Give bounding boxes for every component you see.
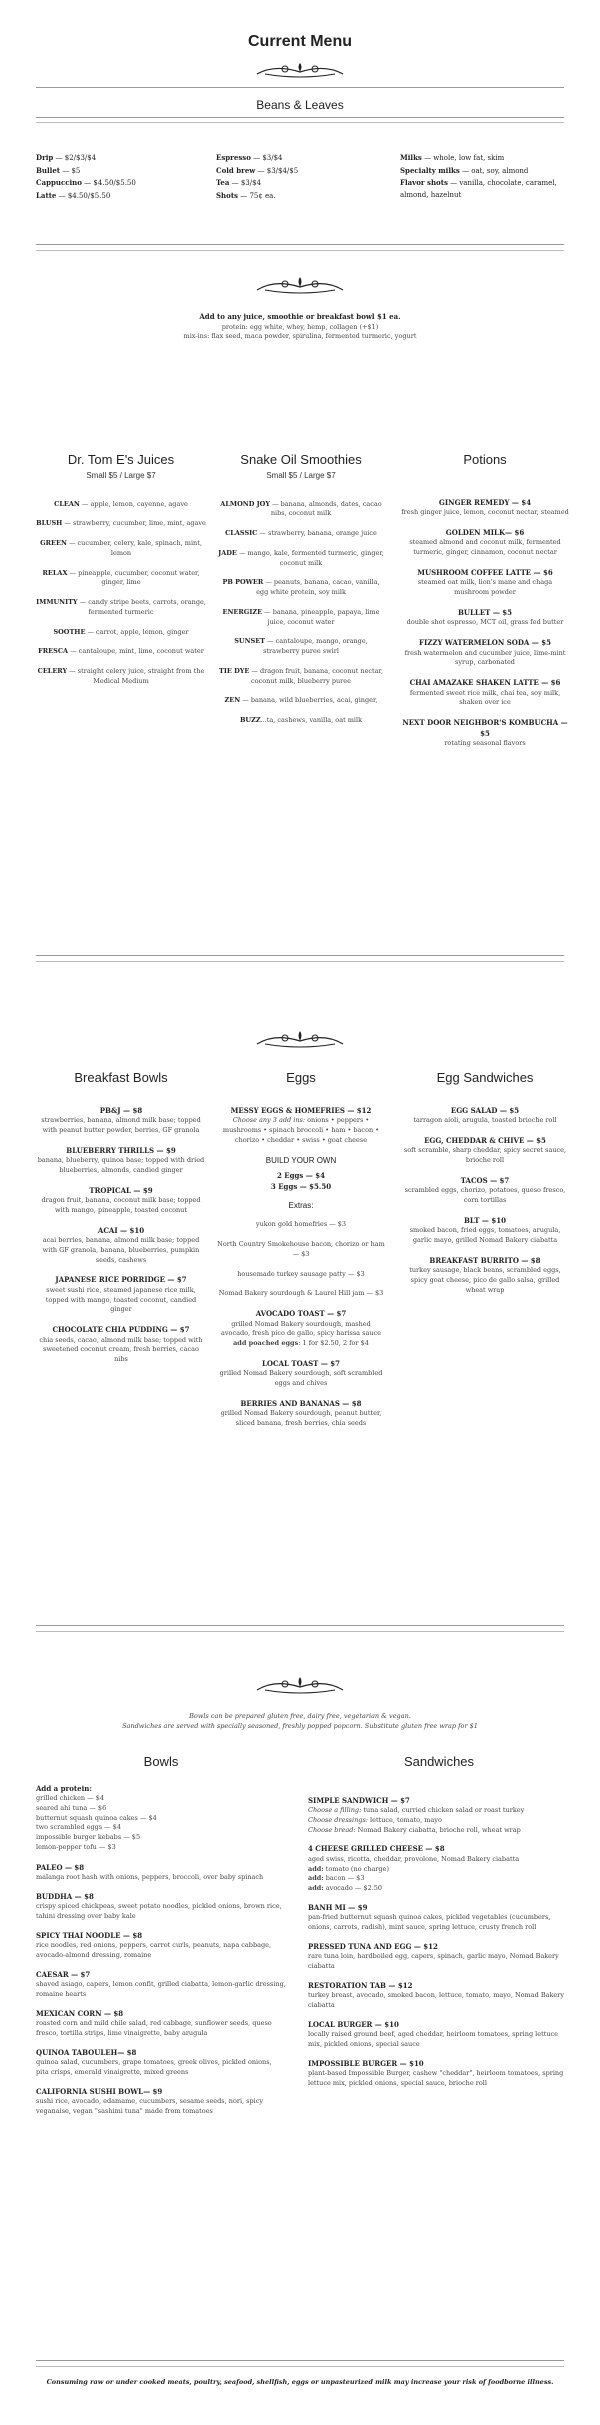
menu-item-desc: chia seeds, cacao, almond milk base; topped with sweetened coconut cream, fresh berries, cacao nibs xyxy=(39,1335,203,1363)
menu-item-desc: — peanuts, banana, cacao, vanilla, egg white protein, soy milk xyxy=(256,578,380,596)
protein-option: two scrambled eggs — $4 xyxy=(36,1823,121,1832)
menu-item xyxy=(216,667,386,687)
beverage-row xyxy=(216,152,386,165)
menu-item-name: TROPICAL — $9 xyxy=(89,1185,153,1195)
menu-item xyxy=(36,1325,206,1365)
menu-item xyxy=(36,539,206,559)
menu-item-desc: quinoa salad, cucumbers, grape tomatoes, greek olives, pickled onions, pita crisps, emerald vinaigrette, mixed greens xyxy=(36,2058,272,2076)
menu-item xyxy=(400,1176,570,1206)
local-toast-desc: grilled Nomad Bakery sourdough, soft scrambled eggs and chives xyxy=(219,1369,383,1387)
menu-item-name: TIE DYE xyxy=(218,666,250,675)
menu-item-name: PALEO — $8 xyxy=(36,1862,85,1872)
menu-item-line xyxy=(216,549,386,569)
messy-eggs-name: MESSY EGGS & HOMEFRIES — $12 xyxy=(230,1105,372,1115)
menu-item-name: JAPANESE RICE PORRIDGE — $7 xyxy=(55,1275,187,1285)
beverage-price: — $3/$4 xyxy=(250,154,283,162)
beverage-price: — $3/$4/$5 xyxy=(255,166,299,175)
menu-item-desc: pan-fried butternut squash quinoa cakes, pickled vegetables (cucumbers, onions, carrots, radish), mint sauce, spring lettuce, crusty french roll xyxy=(308,1913,551,1931)
option-text: Nomad Bakery ciabatta, brioche roll, wheat wrap xyxy=(355,1825,521,1834)
menu-item-line xyxy=(216,637,386,657)
menu-item xyxy=(36,519,206,529)
addons-mixins: mix-ins: flax seed, maca powder, spirulina, fermented turmeric, yogurt xyxy=(183,332,417,341)
menu-item xyxy=(36,1931,286,1961)
beverage-row xyxy=(36,165,206,178)
menu-item-name: PB&J — $8 xyxy=(99,1105,143,1115)
footer-warning: Consuming raw or under cooked meats, poultry, seafood, shellfish, eggs or unpasteurized milk may increase your risk of foodborne illness. xyxy=(46,2378,554,2386)
addon-line xyxy=(308,1884,570,1894)
divider-line xyxy=(36,250,564,251)
menu-item-name: ZEN xyxy=(224,696,241,705)
divider-line xyxy=(36,961,564,962)
menu-item xyxy=(308,2020,570,2050)
menu-item-line xyxy=(36,569,206,589)
divider-line xyxy=(36,955,564,956)
beans-col-3 xyxy=(400,152,570,201)
sandwich-option-line xyxy=(308,1826,570,1836)
notes-sandwiches: Sandwiches are served with specially seasoned, freshly popped popcorn. Substitute gluten free wrap for $1 xyxy=(122,1721,478,1730)
egg-sandwiches-list xyxy=(400,1106,570,1296)
menu-item xyxy=(216,696,386,706)
menu-item-name: CHAI AMAZAKE SHAKEN LATTE — $6 xyxy=(409,678,561,687)
extra-item: North Country Smokehouse bacon, chorizo or ham — $3 xyxy=(217,1240,385,1258)
menu-item-line xyxy=(216,716,386,726)
menu-item-line xyxy=(216,529,386,539)
grilled-cheese-name: 4 CHEESE GRILLED CHEESE — $8 xyxy=(308,1844,445,1854)
divider-line xyxy=(36,2366,564,2367)
juices-title: Dr. Tom E's Juices xyxy=(67,452,175,467)
menu-item-desc: — mango, kale, fermented turmeric, ginger, coconut milk xyxy=(236,548,384,567)
extra-item: yukon gold homefries — $3 xyxy=(255,1220,347,1229)
ornament-divider xyxy=(0,1030,600,1050)
menu-item-desc: plant-based Impossible Burger, cashew "cheddar", heirloom tomatoes, spring lettuce mix, pickled onions, special sauce, brioche roll xyxy=(308,2069,564,2087)
menu-item-desc: — apple, lemon, cayenne, agave xyxy=(79,499,188,508)
scroll-flourish-icon xyxy=(255,62,345,80)
menu-item xyxy=(216,637,386,657)
avocado-toast-desc: grilled Nomad Bakery sourdough, mashed avocado, fresh pico de gallo, spicy harissa sauce xyxy=(220,1319,381,1338)
notes-bowls: Bowls can be prepared gluten free, dairy free, vegetarian & vegan. xyxy=(189,1712,411,1720)
protein-heading: Add a protein: xyxy=(36,1783,92,1793)
protein-option: grilled chicken — $4 xyxy=(36,1794,104,1802)
menu-item xyxy=(308,2059,570,2089)
menu-item-desc: soft scramble, sharp cheddar, spicy secret sauce, brioche roll xyxy=(403,1146,567,1164)
menu-item-line xyxy=(216,696,386,706)
beans-col-2 xyxy=(216,152,386,202)
menu-item-name: JADE xyxy=(218,548,237,557)
menu-item-line xyxy=(36,598,206,618)
menu-item xyxy=(36,628,206,638)
beverage-row xyxy=(400,152,570,165)
menu-item-line xyxy=(36,667,206,687)
divider-line xyxy=(36,117,564,118)
three-eggs: 3 Eggs — $5.50 xyxy=(270,1181,332,1191)
berries-bananas-name: BERRIES AND BANANAS — $8 xyxy=(240,1398,362,1408)
beverage-row xyxy=(36,190,206,203)
beverage-price: — whole, low fat, skim xyxy=(421,154,505,162)
menu-item-desc: — strawberry, banana, orange juice xyxy=(257,529,377,537)
messy-eggs-addins: onions • peppers • mushrooms • spinach broccoli • ham • bacon • chorizo • cheddar • swiss • goat cheese xyxy=(222,1116,380,1144)
local-toast-name: LOCAL TOAST — $7 xyxy=(262,1358,340,1368)
menu-item-desc: crispy spiced chickpeas, sweet potato noodles, pickled onions, brown rice, tahini dressing over baby kale xyxy=(36,1902,282,1920)
smoothies-section xyxy=(216,450,386,736)
extra-item: Nomad Bakery sourdough & Laurel Hill jam — $3 xyxy=(218,1289,384,1298)
menu-item-name: GOLDEN MILK— $6 xyxy=(445,527,525,537)
menu-item-desc: rare tuna loin, hardboiled egg, capers, spinach, garlic mayo, Nomad Bakery ciabatta xyxy=(308,1952,559,1970)
addon-text: bacon — $3 xyxy=(323,1874,365,1883)
menu-item-desc: malanga root hash with onions, peppers, broccoli, over baby spinach xyxy=(36,1873,264,1881)
juices-price: Small $5 / Large $7 xyxy=(86,470,156,480)
beverage-row xyxy=(216,190,386,203)
menu-item xyxy=(400,1136,570,1166)
menu-item-line xyxy=(36,647,206,657)
beverage-name: Shots xyxy=(216,190,238,200)
avocado-toast-name: AVOCADO TOAST — $7 xyxy=(255,1309,347,1318)
menu-item-desc: turkey sausage, black beans, scrambled eggs, spicy goat cheese, pico de gallo salsa, grilled wheat wrap xyxy=(409,1266,561,1294)
menu-item-name: QUINOA TABOULEH— $8 xyxy=(36,2047,137,2057)
beverage-name: Drip xyxy=(36,153,54,162)
extras-list xyxy=(216,1220,386,1299)
beverage-name: Milks xyxy=(400,153,422,162)
beans-heading: Beans & Leaves xyxy=(256,98,344,112)
menu-item-name: CELERY xyxy=(37,667,68,675)
beans-col-1 xyxy=(36,152,206,202)
menu-item-name: EGG SALAD — $5 xyxy=(450,1105,520,1115)
menu-item-name: RESTORATION TAB — $12 xyxy=(308,1980,413,1990)
menu-item-desc: roasted corn and mild chile salad, red cabbage, sunflower seeds, queso fresco, tortilla strips, lime vinaigrette, baby arugula xyxy=(36,2019,272,2037)
breakfast-bowls-section xyxy=(36,1068,206,1375)
option-label: Choose dressings: xyxy=(308,1815,368,1824)
beverage-row xyxy=(216,165,386,178)
bowls-list xyxy=(36,1863,286,2117)
menu-item xyxy=(308,1981,570,2011)
avocado-add-price: : 1 for $2.50, 2 for $4 xyxy=(298,1339,369,1347)
menu-item-desc: strawberries, banana, almond milk base; topped with peanut butter powder, berries, GF granola xyxy=(41,1116,201,1134)
menu-item-line xyxy=(36,500,206,510)
menu-item-desc: ...ta, cashews, vanilla, oat milk xyxy=(260,716,363,724)
juices-list xyxy=(36,500,206,687)
menu-item-desc: shaved asiago, capers, lemon confit, grilled ciabatta, lemon-garlic dressing, romaine hearts xyxy=(36,1980,286,1998)
menu-item-name: BREAKFAST BURRITO — $8 xyxy=(429,1255,541,1265)
menu-item xyxy=(36,1970,286,2000)
menu-item-line xyxy=(216,667,386,687)
protein-option: impossible burger kebabs — $5 xyxy=(36,1833,141,1841)
potions-list xyxy=(400,498,570,749)
menu-item-name: EGG, CHEDDAR & CHIVE — $5 xyxy=(424,1135,546,1145)
scroll-flourish-icon xyxy=(255,1030,345,1050)
beverage-price: — $3/$4 xyxy=(229,179,262,188)
menu-item xyxy=(36,2087,286,2117)
menu-item-desc: fresh ginger juice, lemon, coconut nectar, steamed xyxy=(401,508,569,516)
menu-item-desc: — carrot, apple, lemon, ginger xyxy=(85,627,189,636)
beverage-row xyxy=(36,177,206,190)
beverage-name: Tea xyxy=(216,178,230,188)
menu-item-name: FRESCA xyxy=(38,647,69,656)
beverage-name: Espresso xyxy=(216,153,251,162)
menu-item xyxy=(216,716,386,726)
menu-item-desc: — banana, almonds, dates, cacao nibs, coconut milk xyxy=(270,499,382,518)
menu-item xyxy=(400,1216,570,1246)
addons-title: Add to any juice, smoothie or breakfast bowl $1 ea. xyxy=(199,312,401,321)
simple-sandwich-name: SIMPLE SANDWICH — $7 xyxy=(308,1795,410,1805)
menu-item-line xyxy=(36,628,206,638)
menu-item-line xyxy=(216,608,386,628)
menu-item-desc: rotating seasonal flavors xyxy=(444,739,526,747)
potions-section xyxy=(400,450,570,759)
menu-item xyxy=(36,1275,206,1315)
menu-item xyxy=(400,678,570,708)
protein-option: seared ahi tuna — $6 xyxy=(36,1803,107,1812)
menu-item-desc: — candy stripe beets, carrots, orange, fermented turmeric xyxy=(77,598,206,616)
menu-item xyxy=(308,1903,570,1933)
smoothies-list xyxy=(216,500,386,726)
option-text: lettuce, tomato, mayo xyxy=(367,1815,442,1824)
menu-item-desc: sushi rice, avocado, edamame, cucumbers, sesame seeds, nori, spicy veganaise, vegan "sashimi tuna" made from tomatoes xyxy=(36,2097,264,2115)
ornament-divider xyxy=(0,1676,600,1696)
menu-item-line xyxy=(36,539,206,559)
menu-item xyxy=(216,578,386,598)
menu-item xyxy=(36,598,206,618)
menu-item-name: PB POWER xyxy=(222,578,264,587)
menu-item xyxy=(36,1106,206,1136)
menu-item-name: BUDDHA — $8 xyxy=(36,1891,94,1901)
menu-item-desc: acai berries, banana, almond milk base; topped with GF granola, banana, blueberries, pumpkin seeds, cashews xyxy=(42,1236,200,1264)
beverage-price: — 75¢ ea. xyxy=(238,191,276,200)
menu-item-name: SUNSET xyxy=(234,637,266,646)
option-label: Choose a filling: xyxy=(308,1806,362,1814)
menu-item-name: GREEN xyxy=(40,539,67,547)
avocado-add-label: add poached eggs xyxy=(233,1339,299,1347)
smoothies-title: Snake Oil Smoothies xyxy=(240,452,362,467)
bowls-title: Bowls xyxy=(143,1754,179,1769)
egg-sandwiches-section xyxy=(400,1068,570,1306)
menu-item-name: BLUSH xyxy=(36,519,63,528)
menu-item-name: NEXT DOOR NEIGHBOR'S KOMBUCHA — $5 xyxy=(402,718,568,738)
messy-eggs-choose: Choose any 3 add ins: xyxy=(232,1116,306,1124)
menu-item-desc: scrambled eggs, chorizo, potatoes, queso fresco, corn tortillas xyxy=(404,1186,566,1204)
eggs-title: Eggs xyxy=(286,1070,316,1085)
beverage-name: Flavor shots xyxy=(400,178,448,188)
menu-item-line xyxy=(216,578,386,598)
divider-line xyxy=(36,1625,564,1626)
menu-item-name: SOOTHE xyxy=(53,627,86,636)
beverage-price: — $4.50/$5.50 xyxy=(81,179,136,188)
menu-item-name: CAESAR — $7 xyxy=(36,1969,91,1979)
sandwich-option-line xyxy=(308,1806,570,1816)
menu-item-line xyxy=(216,500,386,520)
addon-label: add: xyxy=(308,1864,324,1873)
menu-item-desc: banana, blueberry, quinoa base; topped with dried blueberries, almonds, candied ginger xyxy=(37,1156,205,1174)
menu-item xyxy=(216,608,386,628)
menu-item-desc: steamed almond and coconut milk, fermented turmeric, ginger, cinnamon, coconut nectar xyxy=(409,538,561,556)
grilled-cheese-desc: aged swiss, ricotta, cheddar, provolone, Nomad Bakery ciabatta xyxy=(308,1854,520,1863)
beverage-row xyxy=(216,177,386,190)
menu-item-name: ACAI — $10 xyxy=(97,1225,145,1235)
addon-line xyxy=(308,1865,570,1875)
menu-item-desc: — cucumber, celery, kale, spinach, mint, lemon xyxy=(66,539,202,557)
menu-item-name: BLT — $10 xyxy=(464,1215,506,1225)
menu-item-name: CHOCOLATE CHIA PUDDING — $7 xyxy=(52,1325,190,1334)
menu-item xyxy=(216,529,386,539)
menu-item-desc: dragon fruit, banana, coconut milk base; topped with mango, pineapple, toasted coconut xyxy=(41,1196,201,1214)
protein-option: lemon-pepper tofu — $3 xyxy=(36,1842,116,1851)
divider-line xyxy=(36,244,564,245)
menu-item xyxy=(400,528,570,558)
ornament-divider xyxy=(0,276,600,296)
page-title: Current Menu xyxy=(248,33,352,50)
menu-item-desc: sweet sushi rice, steamed japanese rice milk, topped with mango, toasted coconut, candied ginger xyxy=(45,1285,197,1314)
menu-item-name: BULLET — $5 xyxy=(457,607,513,617)
menu-item xyxy=(36,1226,206,1266)
menu-item xyxy=(308,1942,570,1972)
menu-item xyxy=(36,647,206,657)
simple-sandwich-options xyxy=(308,1806,570,1835)
berries-bananas-desc: grilled Nomad Bakery sourdough, peanut butter, sliced banana, fresh berries, chia seeds xyxy=(220,1409,382,1427)
divider-line xyxy=(36,1631,564,1632)
menu-item xyxy=(400,608,570,628)
addon-line xyxy=(308,1874,570,1884)
beverage-name: Cappuccino xyxy=(36,178,82,188)
menu-item-name: BLUEBERRY THRILLS — $9 xyxy=(66,1145,176,1155)
menu-item xyxy=(36,2048,286,2078)
menu-item-line xyxy=(36,519,206,529)
grilled-cheese-addons xyxy=(308,1865,570,1894)
addons-block xyxy=(0,312,600,342)
menu-item-name: GINGER REMEDY — $4 xyxy=(438,497,532,507)
sandwiches-section xyxy=(308,1752,570,2098)
menu-item xyxy=(400,1256,570,1296)
menu-item-desc: tarragon aioli, arugula, toasted brioche roll xyxy=(413,1116,557,1124)
menu-item-name: IMPOSSIBLE BURGER — $10 xyxy=(308,2058,424,2068)
divider-line xyxy=(36,87,564,88)
egg-sandwiches-title: Egg Sandwiches xyxy=(436,1070,534,1085)
scroll-flourish-icon xyxy=(255,276,345,296)
beverage-row xyxy=(400,165,570,178)
two-eggs: 2 Eggs — $4 xyxy=(277,1171,325,1181)
beverage-row xyxy=(400,177,570,201)
menu-item-name: CALIFORNIA SUSHI BOWL— $9 xyxy=(36,2086,163,2096)
menu-item-desc: rice noodles, red onions, peppers, carrot curls, peanuts, napa cabbage, avocado-almond dressing, romaine xyxy=(36,1941,272,1959)
beverage-price: — oat, soy, almond xyxy=(459,166,529,175)
scroll-flourish-icon xyxy=(255,1676,345,1696)
ornament-divider xyxy=(0,62,600,80)
breakfast-bowls-list xyxy=(36,1106,206,1365)
menu-item-name: PRESSED TUNA AND EGG — $12 xyxy=(308,1941,438,1951)
menu-item-name: MEXICAN CORN — $8 xyxy=(36,2008,124,2018)
menu-item-desc: — banana, pineapple, papaya, lime juice, coconut water xyxy=(262,607,380,626)
extra-item: housemade turkey sausage patty — $3 xyxy=(237,1269,365,1278)
addons-protein: protein: egg white, whey, hemp, collagen (+$1) xyxy=(221,322,379,331)
menu-item-name: BUZZ xyxy=(239,716,261,724)
sandwich-option-line xyxy=(308,1816,570,1826)
protein-list xyxy=(36,1794,286,1853)
addon-text: avocado — $2.50 xyxy=(323,1884,383,1892)
menu-item-desc: smoked bacon, fried eggs, tomatoes, arugula, garlic mayo, grilled Nomad Bakery ciabatta xyxy=(409,1226,561,1244)
menu-item xyxy=(36,1892,286,1922)
option-label: Choose bread: xyxy=(308,1825,356,1834)
addon-label: add: xyxy=(308,1884,324,1892)
menu-item-desc: — straight celery juice, straight from the Medical Medium xyxy=(67,667,205,685)
beverage-name: Cold brew xyxy=(216,165,256,175)
option-text: tuna salad, curried chicken salad or roast turkey xyxy=(361,1806,525,1814)
breakfast-bowls-title: Breakfast Bowls xyxy=(74,1070,168,1085)
menu-item-name: CLASSIC xyxy=(225,529,258,537)
menu-item xyxy=(400,1106,570,1126)
beverage-name: Specialty milks xyxy=(400,165,460,175)
menu-item xyxy=(400,568,570,598)
menu-item-name: IMMUNITY xyxy=(36,598,78,606)
menu-item-name: MUSHROOM COFFEE LATTE — $6 xyxy=(417,567,553,577)
menu-item-desc: — cantaloupe, mango, orange, strawberry puree swirl xyxy=(263,637,368,655)
menu-item xyxy=(400,718,570,749)
divider-line xyxy=(36,122,564,123)
menu-item-desc: fermented sweet rice milk, chai tea, soy milk, shaken over ice xyxy=(409,688,561,707)
menu-item-desc: fresh watermelon and cucumber juice, lime-mint syrup, carbonated xyxy=(404,648,566,667)
divider-line xyxy=(36,2360,564,2361)
beverage-name: Latte xyxy=(36,190,57,200)
protein-option: butternut squash quinoa cakes — $4 xyxy=(36,1813,157,1822)
menu-item-name: BANH MI — $9 xyxy=(308,1902,368,1912)
beverage-row xyxy=(36,152,206,165)
menu-item xyxy=(36,2009,286,2039)
menu-item-name: CLEAN xyxy=(54,499,80,508)
menu-item-name: RELAX xyxy=(42,568,68,577)
potions-title: Potions xyxy=(463,452,507,467)
menu-item-desc: locally raised ground beef, aged cheddar, heirloom tomatoes, spring lettuce mix, pickled onions, special sauce xyxy=(308,2030,558,2048)
addon-text: tomato (no charge) xyxy=(323,1864,389,1873)
beverage-price: — vanilla, chocolate, caramel, almond, hazelnut xyxy=(400,179,557,199)
extras-label: Extras: xyxy=(288,1201,314,1211)
beverage-price: — $5 xyxy=(60,166,81,175)
menu-item xyxy=(36,1863,286,1883)
menu-item-desc: double shot espresso, MCT oil, grass fed butter xyxy=(406,618,564,627)
build-your-own: BUILD YOUR OWN xyxy=(265,1156,337,1166)
menu-item xyxy=(400,638,570,668)
addon-label: add: xyxy=(308,1874,324,1883)
menu-item-desc: — banana, wild blueberries, acai, ginger, xyxy=(240,696,378,705)
juices-section xyxy=(36,450,206,697)
menu-item xyxy=(36,1186,206,1216)
eggs-section xyxy=(216,1068,386,1439)
menu-item xyxy=(216,549,386,569)
notes-block xyxy=(0,1712,600,1732)
bowls-section xyxy=(36,1752,286,2126)
sandwiches-title: Sandwiches xyxy=(403,1754,475,1769)
menu-item xyxy=(36,500,206,510)
menu-item-name: TACOS — $7 xyxy=(460,1175,510,1185)
menu-item xyxy=(36,1146,206,1176)
menu-item xyxy=(400,498,570,518)
menu-item-name: LOCAL BURGER — $10 xyxy=(308,2019,399,2029)
beverage-price: — $4.50/$5.50 xyxy=(56,191,111,200)
menu-item xyxy=(36,569,206,589)
menu-item-desc: — cantaloupe, mint, lime, coconut water xyxy=(68,647,204,656)
beverage-price: — $2/$3/$4 xyxy=(53,154,97,162)
menu-item xyxy=(216,500,386,520)
menu-item xyxy=(36,667,206,687)
menu-item-desc: — dragon fruit, banana, coconut nectar, coconut milk, blueberry puree xyxy=(249,666,384,685)
menu-item-name: ALMOND JOY xyxy=(220,499,270,508)
smoothies-price: Small $5 / Large $7 xyxy=(266,470,336,480)
menu-item-desc: — strawberry, cucumber, lime, mint, agave xyxy=(62,519,206,528)
menu-item-desc: steamed oat milk, lion's mane and chaga mushroom powder xyxy=(417,578,553,596)
menu-item-desc: turkey breast, avocado, smoked bacon, lettuce, tomato, mayo, Nomad Bakery ciabatta xyxy=(308,1991,565,2009)
menu-item-name: ENERGIZE xyxy=(222,607,263,616)
sandwich-list xyxy=(308,1903,570,2089)
menu-item-name: SPICY THAI NOODLE — $8 xyxy=(36,1930,143,1940)
menu-item-desc: — pineapple, cucumber, coconut water, ginger, lime xyxy=(67,568,200,587)
menu-item-name: FIZZY WATERMELON SODA — $5 xyxy=(419,638,551,647)
beverage-name: Bullet xyxy=(36,165,61,175)
